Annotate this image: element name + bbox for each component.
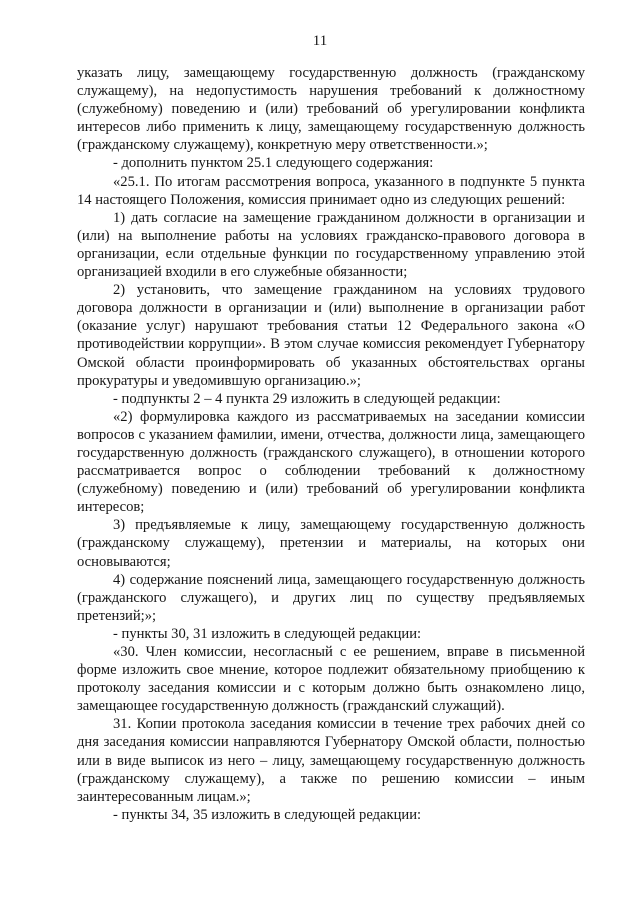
paragraph: «25.1. По итогам рассмотрения вопроса, указанного в подпункте 5 пункта 14 настоящего Положения, комиссия принимает одно из следующих решений: [77, 173, 585, 208]
paragraph: «30. Член комиссии, несогласный с ее решением, вправе в письменной форме изложить свое мнение, которое подлежит обязательному приобщению к протоколу заседания комиссии и с которым должно быть ознакомлено лицо, замещающее государственную должность (гражданский служащий). [77, 644, 585, 715]
paragraph: 1) дать согласие на замещение гражданином должности в организации и (или) на выполнение работы на условиях гражданско-правового договора в организации, если отдельные функции по государственному управлению этой организацией входили в его служебные обязанности; [77, 209, 585, 281]
paragraph: 4) содержание пояснений лица, замещающего государственную должность (гражданского служащего), и других лиц по существу предъявляемых претензий;»; [77, 571, 585, 624]
paragraph: «2) формулировка каждого из рассматриваемых на заседании комиссии вопросов с указанием фамилии, имени, отчества, должности лица, замещающего государственную должность (гражданского служащего), в отношении которого рассматривается вопрос о соблюдении требований к должностному (служебному) поведению и (или) требований об урегулировании конфликта интересов; [77, 408, 585, 516]
paragraph: - подпункты 2 – 4 пункта 29 изложить в следующей редакции: [113, 390, 501, 407]
page-number: 11 [312, 33, 328, 49]
paragraph: 2) установить, что замещение гражданином на условиях трудового договора должности в организации и (или) выполнение в организации работ (оказание услуг) нарушают требования статьи 12 Федерального закона «О противодействии коррупции». В этом случае комиссия рекомендует Губернатору Омской области проинформировать об указанных обстоятельствах органы прокуратуры и уведомившую организацию.»; [77, 282, 585, 389]
paragraph: 3) предъявляемые к лицу, замещающему государственную должность (гражданскому служащему), претензии и материалы, на которых они основываются; [77, 517, 585, 570]
paragraph: указать лицу, замещающему государственную должность (гражданскому служащему), на недопустимость нарушения требований к должностному (служебному) поведению и (или) требований об урегулировании конфликта интересов либо применить к лицу, замещающему государственную должность (гражданскому служащему), конкретную меру ответственности.»; [77, 65, 585, 154]
document-body [77, 64, 585, 824]
paragraph: - пункты 34, 35 изложить в следующей редакции: [113, 806, 422, 823]
paragraph: - дополнить пунктом 25.1 следующего содержания: [113, 155, 434, 172]
paragraph: 31. Копии протокола заседания комиссии в течение трех рабочих дней со дня заседания комиссии направляются Губернатору Омской области, полностью или в виде выписок из него – лицу, замещающему государственную должность (гражданскому служащему), а также по решению комиссии – иным заинтересованным лицам.»; [77, 716, 585, 805]
paragraph: - пункты 30, 31 изложить в следующей редакции: [113, 625, 422, 642]
